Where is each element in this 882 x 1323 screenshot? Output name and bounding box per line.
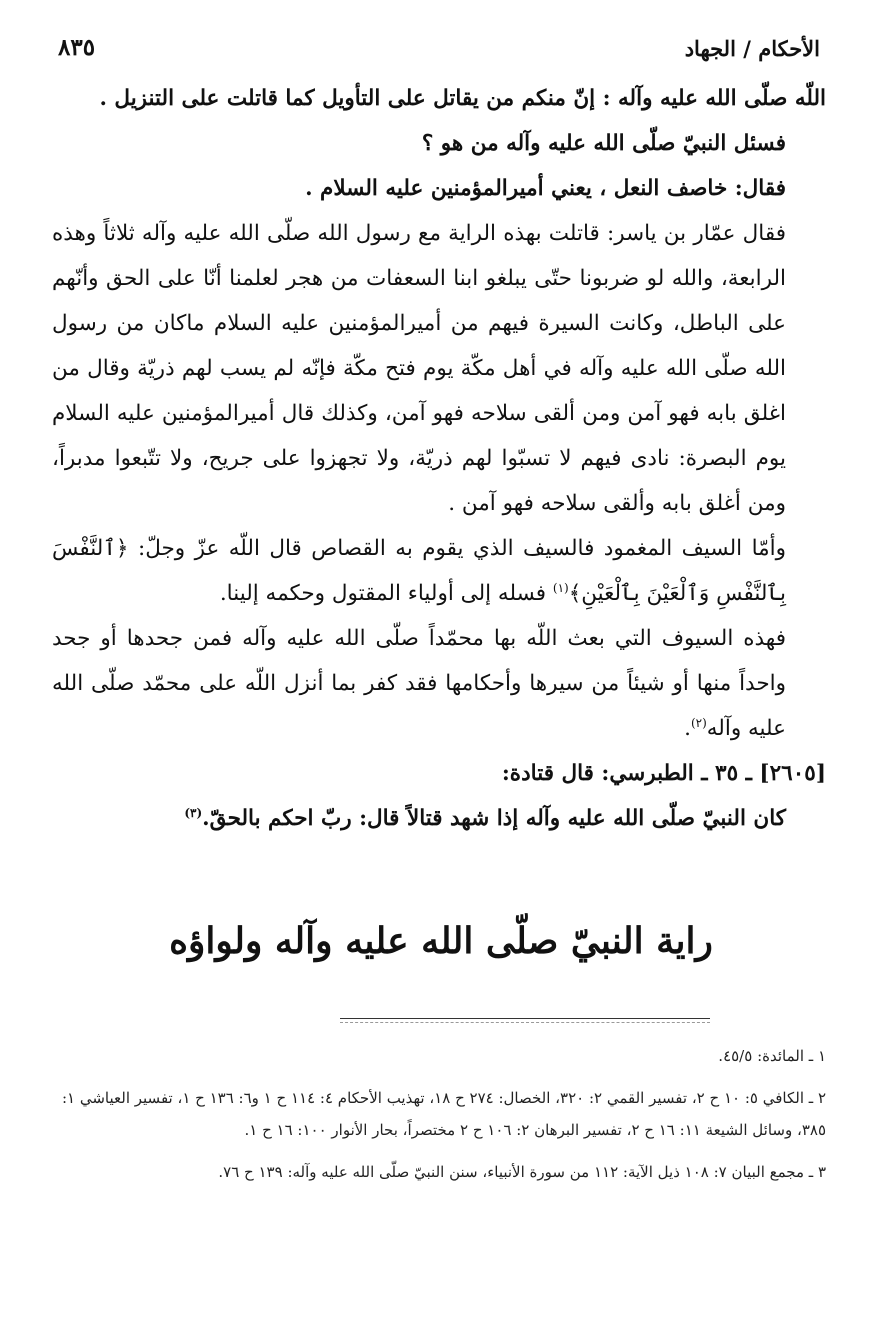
paragraph-8-text: كان النبيّ صلّى الله عليه وآله إذا شهد قتالاً قال: ربّ احكم بالحقّ. bbox=[202, 806, 786, 831]
page-number: ٨٣٥ bbox=[58, 34, 96, 61]
footnote-divider bbox=[340, 1018, 710, 1019]
hadith-number: [٢٦٠٥] ـ ٣٥ ـ الطبرسي: قال قتادة: bbox=[501, 761, 826, 786]
footnote-ref-3: (٣) bbox=[184, 805, 203, 820]
footnote-3: ٣ ـ مجمع البيان ٧: ١٠٨ ذيل الآية: ١١٢ من سورة الأنبياء، سنن النبيّ صلّى الله عليه وآله: ١٣٩ ح ٧٦. bbox=[218, 1163, 826, 1181]
footnote-divider-dashed bbox=[340, 1022, 710, 1023]
paragraph-5 bbox=[52, 526, 826, 616]
main-text bbox=[52, 76, 826, 841]
paragraph-5-tail: فسله إلى أولياء المقتول وحكمه إلينا. bbox=[219, 581, 553, 606]
footnote-2: ٢ ـ الكافي ٥: ١٠ ح ٢، تفسير القمي ٢: ٣٢٠، الخصال: ٢٧٤ ح ١٨، تهذيب الأحكام ٤: ١١٤ ح ١ و٦: ١٣٦ ح ١، تفسير العياشي ١: ٣٨٥، وسائل الشيعة ١١: ١٦ ح ٢، تفسير البرهان ٢: ١٠٦ ح ٢ مختصراً، بحار الأنوار ١٠٠: ١٦ ح ١. bbox=[61, 1089, 826, 1139]
paragraph-1: اللّه صلّى الله عليه وآله : إنّ منكم من يقاتل على التأويل كما قاتلت على التنزيل . bbox=[99, 86, 826, 111]
paragraph-2: فسئل النبيّ صلّى الله عليه وآله من هو ؟ bbox=[421, 131, 786, 156]
running-head: الأحكام / الجهاد bbox=[684, 36, 820, 61]
footnote-ref-2: (٢) bbox=[690, 715, 707, 730]
footnote-1: ١ ـ المائدة: ٤٥/٥. bbox=[718, 1047, 826, 1065]
paragraph-5-text: وأمّا السيف المغمود فالسيف الذي يقوم به القصاص قال اللّه عزّ وجلّ: ﴿ٱلنَّفْسَ بِٱلنَّفْسِ وَٱلْعَيْنَ بِٱلْعَيْنِ﴾ bbox=[52, 536, 786, 606]
paragraph-4: فقال عمّار بن ياسر: قاتلت بهذه الراية مع رسول الله صلّى الله عليه وآله ثلاثاً وهذه الرابعة، والله لو ضربونا حتّى يبلغو ابنا السعفات من هجر لعلمنا أنّا على الحق وأنّهم على الباطل، وكانت السيرة فيهم من أميرالمؤمنين عليه السلام ماكان من رسول الله صلّى الله عليه وآله في أهل مكّة يوم فتح مكّة فإنّه لم يسب لهم ذريّة وقال من اغلق بابه فهو آمن ومن ألقى سلاحه فهو آمن، وكذلك قال أميرالمؤمنين عليه السلام يوم البصرة: نادى فيهم لا تسبّوا لهم ذريّة، ولا تجهزوا على جريح، ولا تتّبعوا مدبراً، ومن أغلق بابه وألقى سلاحه فهو آمن . bbox=[52, 221, 786, 516]
footnotes bbox=[52, 1040, 826, 1198]
paragraph-6-tail: . bbox=[684, 716, 691, 741]
paragraph-3: فقال: خاصف النعل ، يعني أميرالمؤمنين عليه السلام . bbox=[305, 176, 786, 201]
footnote-ref-1: (١) bbox=[552, 580, 569, 595]
section-title: راية النبيّ صلّى الله عليه وآله ولواؤه bbox=[169, 920, 713, 962]
paragraph-6-text: فهذه السيوف التي بعث اللّه بها محمّداً صلّى الله عليه وآله فمن جحدها أو جحد واحداً منها أو شيئاً من سيرها وأحكامها فقد كفر بما أنزل اللّه على محمّد صلّى الله عليه وآله bbox=[52, 626, 786, 741]
paragraph-6 bbox=[52, 616, 826, 751]
paragraph-8 bbox=[52, 796, 826, 841]
